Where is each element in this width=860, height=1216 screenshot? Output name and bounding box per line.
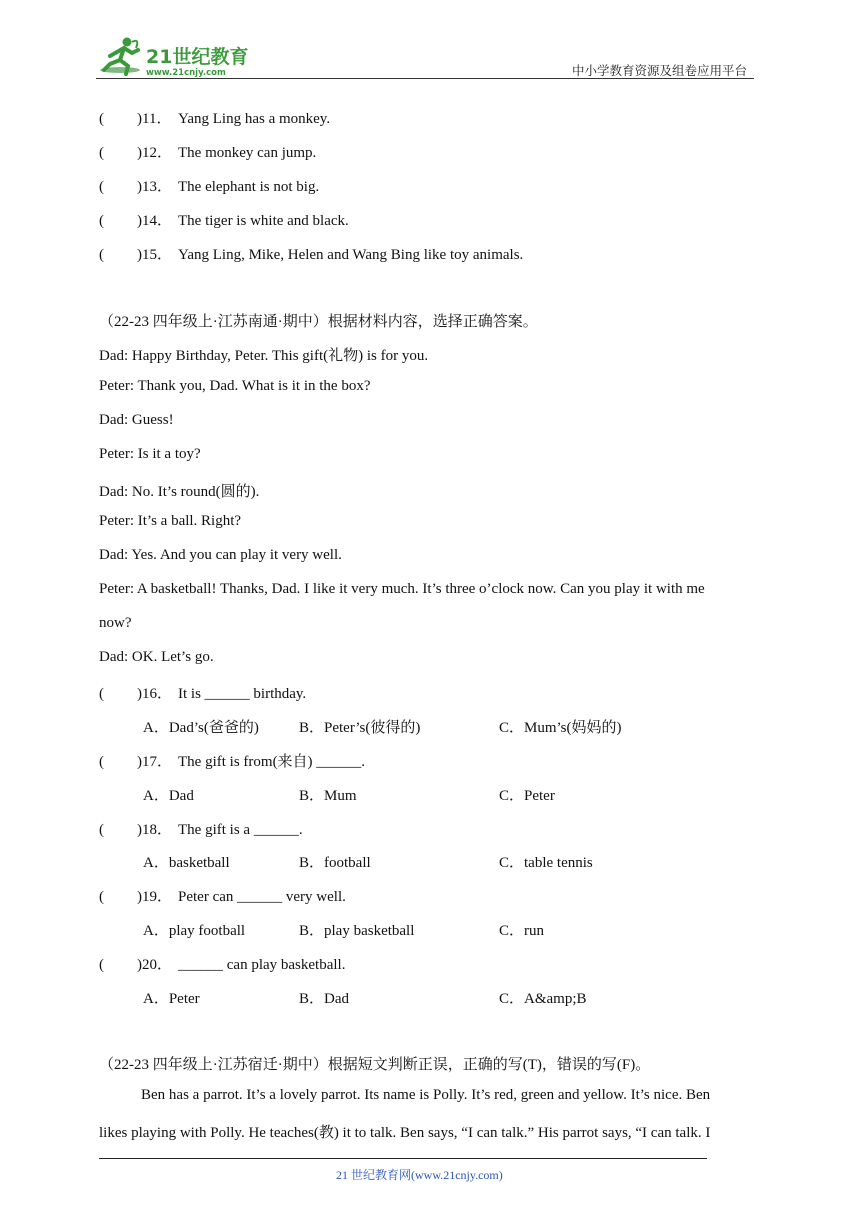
question-19 [99, 885, 346, 906]
answer-blank-close: ) [137, 247, 142, 263]
question-15 [99, 243, 523, 264]
options-row-18 [0, 851, 860, 871]
option-b: B．Peter’s(彼得的) [299, 720, 421, 736]
dialogue-line: Dad: OK. Let’s go. [99, 649, 214, 665]
option-b: B．Mum [299, 788, 357, 804]
footer-divider [99, 1158, 707, 1159]
options-row-20 [0, 987, 860, 1007]
answer-blank-close: ) [137, 686, 142, 702]
answer-blank-close: ) [137, 822, 142, 838]
answer-blank-open: ( [99, 179, 104, 195]
answer-blank-close: ) [137, 754, 142, 770]
question-text: Yang Ling has a monkey. [178, 111, 331, 127]
options-row-16 [0, 716, 860, 736]
footer-site-link[interactable]: 21 世纪教育网(www.21cnjy.com) [336, 1168, 503, 1182]
question-18 [99, 818, 303, 839]
question-text: ______ can play basketball. [178, 957, 346, 973]
question-text: Peter can ______ very well. [178, 889, 346, 905]
dialogue-line: Peter: Thank you, Dad. What is it in the box? [99, 378, 371, 394]
question-17 [99, 750, 365, 771]
answer-blank-open: ( [99, 686, 104, 702]
question-text: It is ______ birthday. [178, 686, 307, 702]
section-heading: （22-23 四年级上·江苏南通·期中）根据材料内容，选择正确答案。 [99, 314, 538, 330]
dialogue-line: Dad: Guess! [99, 412, 174, 428]
question-number: 11． [142, 111, 172, 127]
header-divider [96, 78, 754, 79]
dialogue-line: Dad: No. It’s round(圆的). [99, 484, 260, 500]
answer-blank-open: ( [99, 247, 104, 263]
dialogue-line: Dad: Happy Birthday, Peter. This gift(礼物) is for you. [99, 348, 429, 364]
options-row-17 [0, 784, 860, 804]
answer-blank-open: ( [99, 957, 104, 973]
answer-blank-close: ) [137, 957, 142, 973]
options-row-19 [0, 919, 860, 939]
section-heading: （22-23 四年级上·江苏宿迁·期中）根据短文判断正误，正确的写(T)，错误的写(F)。 [99, 1057, 651, 1073]
question-20 [99, 953, 345, 974]
question-16 [99, 682, 306, 703]
option-a: A．Dad [143, 788, 194, 804]
option-c: C．run [499, 923, 545, 939]
answer-blank-close: ) [137, 889, 142, 905]
dialogue-line: Peter: A basketball! Thanks, Dad. I like it very much. It’s three o’clock now. Can you play it with me [99, 581, 705, 597]
question-number: 15． [142, 247, 173, 263]
question-text: Yang Ling, Mike, Helen and Wang Bing like toy animals. [178, 247, 524, 263]
option-a: A．Dad’s(爸爸的) [143, 720, 259, 736]
passage-line: likes playing with Polly. He teaches(教) it to talk. Ben says, “I can talk.” His parrot says, “I can talk. I [99, 1125, 711, 1141]
dialogue-line: Dad: Yes. And you can play it very well. [99, 547, 342, 563]
header-platform-text: 中小学教育资源及组卷应用平台 [572, 63, 748, 78]
dialogue-line: Peter: Is it a toy? [99, 446, 201, 462]
question-number: 18． [142, 822, 173, 838]
passage-line: Ben has a parrot. It’s a lovely parrot. Its name is Polly. It’s red, green and yellow. It’s nice. Ben [141, 1087, 711, 1103]
question-text: The gift is a ______. [178, 822, 303, 838]
question-number: 14． [142, 213, 173, 229]
answer-blank-close: ) [137, 179, 142, 195]
site-logo [96, 36, 256, 78]
option-b: B．Dad [299, 991, 349, 1007]
question-number: 20． [142, 957, 173, 973]
option-a: A．play football [143, 923, 246, 939]
question-14 [99, 209, 349, 230]
option-b: B．play basketball [299, 923, 415, 939]
question-number: 13． [142, 179, 173, 195]
answer-blank-close: ) [137, 145, 142, 161]
option-c: C．A&amp;B [499, 991, 587, 1007]
question-number: 19． [142, 889, 173, 905]
question-number: 12． [142, 145, 173, 161]
question-number: 17． [142, 754, 173, 770]
dialogue-line: now? [99, 615, 132, 631]
option-c: C．Peter [499, 788, 555, 804]
option-a: A．Peter [143, 991, 200, 1007]
answer-blank-open: ( [99, 111, 104, 127]
answer-blank-open: ( [99, 889, 104, 905]
question-13 [99, 175, 319, 196]
runner-logo-icon [96, 36, 256, 78]
option-b: B．football [299, 855, 371, 871]
question-11 [99, 107, 330, 128]
answer-blank-open: ( [99, 822, 104, 838]
logo-url: www.21cnjy.com [146, 68, 226, 78]
question-text: The monkey can jump. [178, 145, 317, 161]
question-text: The gift is from(来自) ______. [178, 754, 366, 770]
option-c: C．table tennis [499, 855, 593, 871]
question-number: 16． [142, 686, 173, 702]
option-c: C．Mum’s(妈妈的) [499, 720, 622, 736]
answer-blank-open: ( [99, 213, 104, 229]
answer-blank-open: ( [99, 754, 104, 770]
answer-blank-close: ) [137, 213, 142, 229]
logo-text: 21世纪教育 [146, 46, 249, 68]
answer-blank-close: ) [137, 111, 142, 127]
dialogue-line: Peter: It’s a ball. Right? [99, 513, 242, 529]
question-text: The tiger is white and black. [178, 213, 349, 229]
question-12 [99, 141, 316, 162]
answer-blank-open: ( [99, 145, 104, 161]
option-a: A．basketball [143, 855, 230, 871]
question-text: The elephant is not big. [178, 179, 320, 195]
